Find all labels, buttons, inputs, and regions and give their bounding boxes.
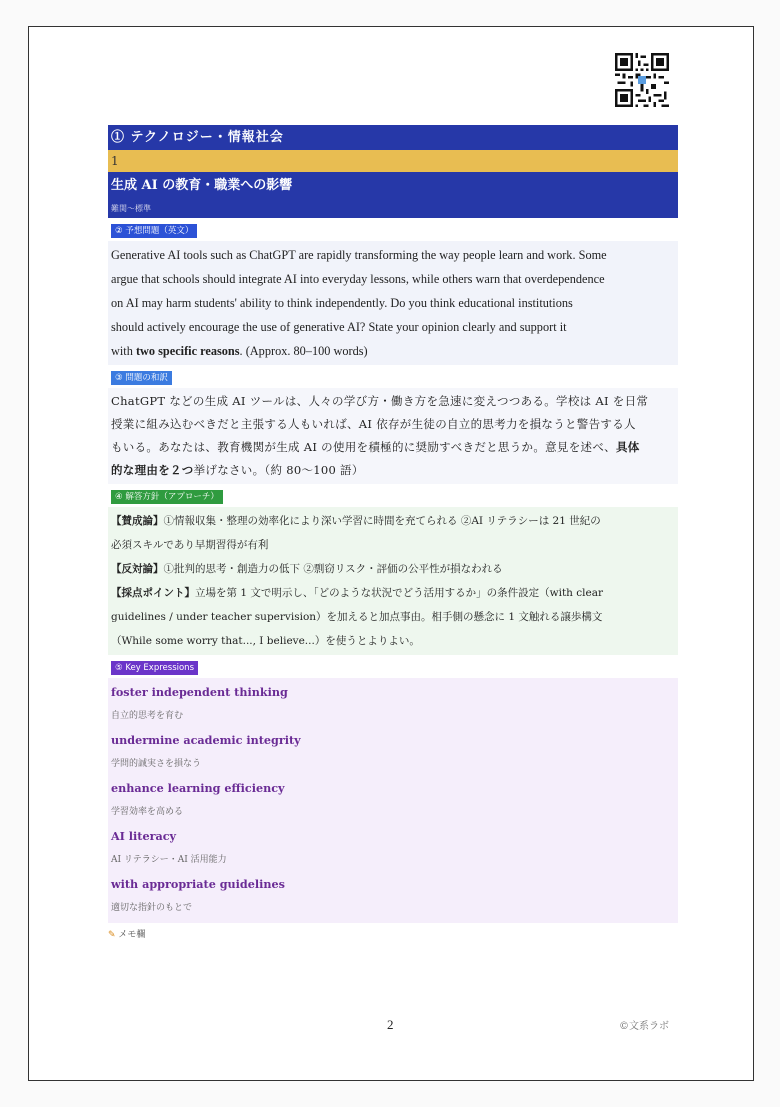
approach-line: 必須スキルであり早期習得が有利 bbox=[111, 539, 269, 551]
question-box bbox=[108, 241, 678, 365]
approach-box bbox=[108, 507, 678, 655]
translation-line-text: 挙げなさい。（約 80～100 語） bbox=[193, 463, 364, 477]
copyright-notice: ©文系ラボ bbox=[619, 1021, 669, 1032]
key-expression-ja: AI リテラシー・AI 活用能力 bbox=[111, 855, 227, 865]
key-expression-ja: 学問的誠実さを損なう bbox=[111, 759, 202, 769]
translation-section-label: ③ 問題の和訳 bbox=[111, 371, 172, 385]
approach-line: guidelines / under teacher supervision）を加えると加点事由。相手側の懸念に 1 文触れる譲歩構文 bbox=[111, 611, 603, 623]
approach-line bbox=[111, 509, 675, 533]
key-expressions-label: ⑤ Key Expressions bbox=[111, 661, 198, 675]
translation-line-text: もいる。あなたは、教育機関が生成 AI の使用を積極的に奨励すべきだと思うか。意見を述べ、 bbox=[111, 440, 616, 454]
question-line: Generative AI tools such as ChatGPT are rapidly transforming the way people learn and work. Some bbox=[111, 248, 607, 262]
translation-emphasis: 的な理由を２つ bbox=[111, 463, 194, 477]
key-expression-en: enhance learning efficiency bbox=[111, 781, 285, 795]
scoring-text: 立場を第 1 文で明示し、「どのような状況でどう活用するか」の条件設定（with clear bbox=[195, 587, 604, 599]
key-expression-ja: 学習効率を高める bbox=[111, 807, 184, 817]
key-expressions-box bbox=[108, 678, 678, 923]
approach-section-label: ④ 解答方針（アプローチ） bbox=[111, 490, 223, 504]
con-heading: 【反対論】 bbox=[111, 563, 164, 575]
translation-line bbox=[111, 436, 675, 459]
translation-line: ChatGPT などの生成 AI ツールは、人々の学び方・働き方を急速に変えつつある。学校は AI を日常 bbox=[111, 394, 649, 408]
key-expression-en: AI literacy bbox=[111, 829, 177, 843]
key-expression-ja: 自立的思考を育む bbox=[111, 711, 184, 721]
pencil-icon: ✎ bbox=[108, 930, 116, 940]
question-line-post: . (Approx. 80–100 words) bbox=[239, 344, 368, 358]
con-text: ①批判的思考・創造力の低下 ②剽窃リスク・評価の公平性が損なわれる bbox=[163, 563, 503, 575]
key-expression-en: with appropriate guidelines bbox=[111, 877, 285, 891]
difficulty-bar: 難関～標準 bbox=[108, 199, 678, 218]
question-number-bar: 1 bbox=[108, 150, 678, 172]
translation-line: 授業に組み込むべきだと主張する人もいれば、AI 依存が生徒の自立的思考力を損なうと警告する人 bbox=[111, 417, 636, 431]
pro-heading: 【賛成論】 bbox=[111, 515, 164, 527]
key-expression-en: foster independent thinking bbox=[111, 685, 288, 699]
key-expression-en: undermine academic integrity bbox=[111, 733, 301, 747]
qr-code bbox=[615, 53, 669, 107]
question-title-bar: 生成 AI の教育・職業への影響 bbox=[108, 172, 678, 199]
question-line bbox=[111, 339, 675, 363]
approach-line: （While some worry that..., I believe...）を使うとよりよい。 bbox=[111, 635, 420, 647]
key-expression-ja: 適切な指針のもとで bbox=[111, 903, 193, 913]
question-section-label: ② 予想問題（英文） bbox=[111, 224, 197, 238]
translation-line bbox=[111, 459, 675, 482]
approach-line bbox=[111, 581, 675, 605]
approach-line bbox=[111, 557, 675, 581]
translation-box bbox=[108, 388, 678, 484]
question-line: argue that schools should integrate AI into everyday lessons, while others warn that overdependence bbox=[111, 272, 605, 286]
question-line-pre: with bbox=[111, 344, 136, 358]
memo-area bbox=[108, 929, 678, 941]
memo-label: メモ欄 bbox=[118, 930, 146, 940]
page-number: 2 bbox=[387, 1017, 394, 1032]
question-emphasis: two specific reasons bbox=[135, 344, 240, 358]
pro-text: ①情報収集・整理の効率化により深い学習に時間を充てられる ②AI リテラシーは 21 世紀の bbox=[163, 515, 601, 527]
document-page bbox=[28, 26, 754, 1081]
question-line: on AI may harm students' ability to think independently. Do you think educational institutions bbox=[111, 296, 573, 310]
scoring-heading: 【採点ポイント】 bbox=[111, 587, 195, 599]
topic-bar: ① テクノロジー・情報社会 bbox=[108, 125, 678, 150]
content-column bbox=[108, 125, 678, 941]
question-line: should actively encourage the use of generative AI? State your opinion clearly and support it bbox=[111, 320, 567, 334]
translation-emphasis: 具体 bbox=[615, 440, 640, 454]
